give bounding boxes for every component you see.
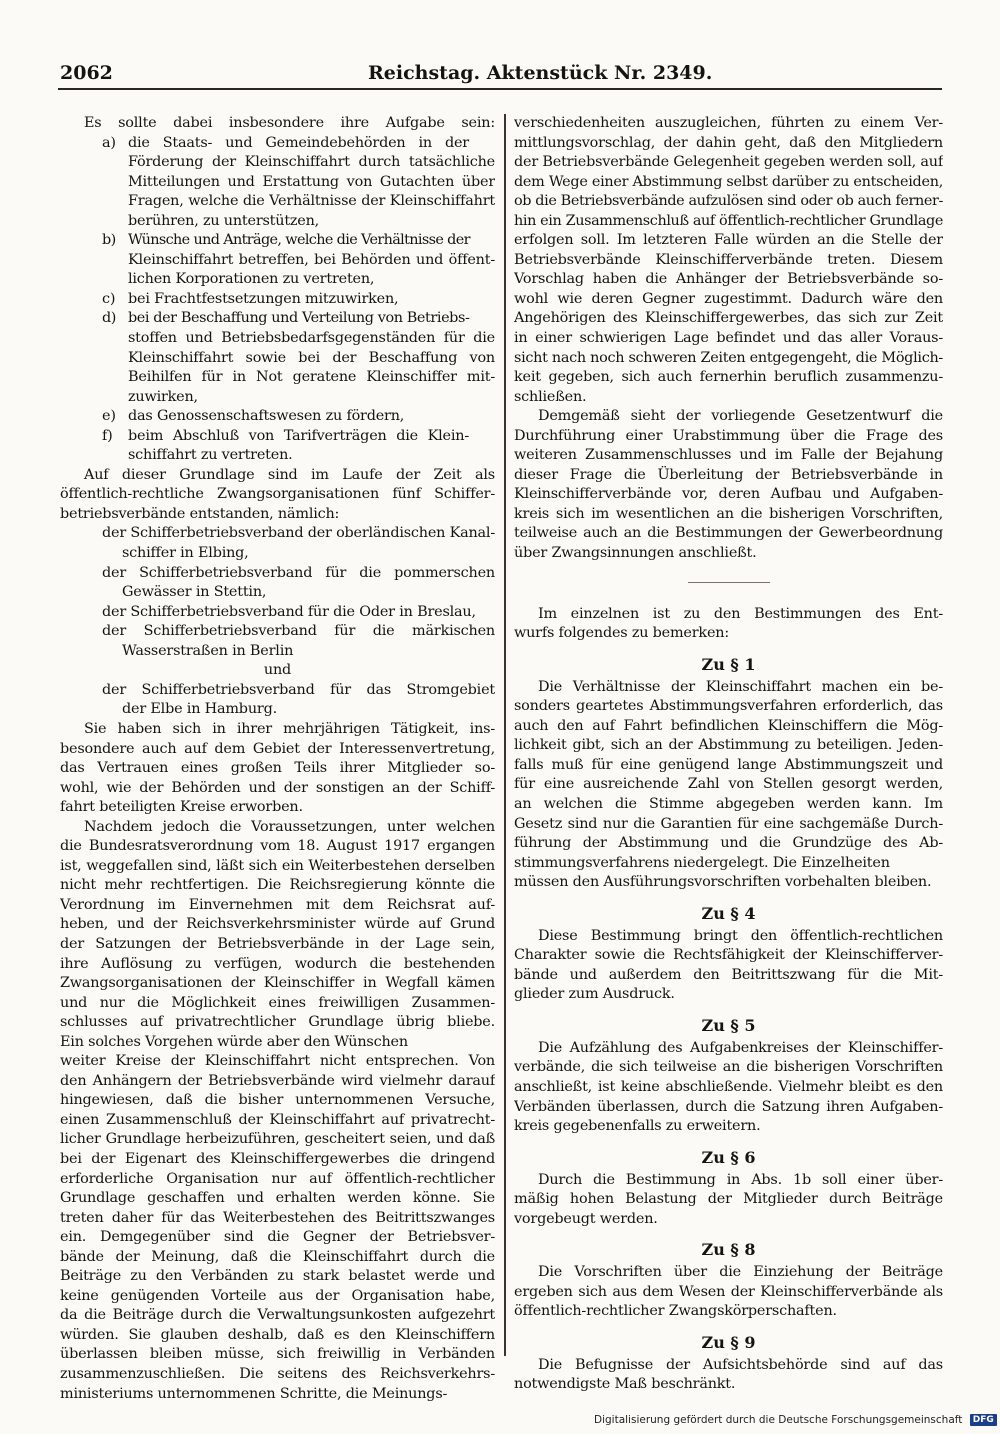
task-text-line xyxy=(60,368,495,388)
task-text: das Genossenschaftswesen zu fördern, xyxy=(128,408,405,425)
text-line: bände und außerdem den Beitrittszwang für die Mit- xyxy=(514,966,943,983)
task-text: stoffen und Betriebsbedarfsgegenständen für die xyxy=(128,330,495,347)
text-line: betriebsverbände entstanden, nämlich: xyxy=(60,505,340,522)
section-heading: Zu § 8 xyxy=(701,1240,756,1260)
text-line: das Vertrauen eines großen Teils ihrer Mitglieder so- xyxy=(60,760,495,777)
task-text: Förderung der Kleinschiffahrt durch tatsächliche xyxy=(128,154,495,171)
task-label: b) xyxy=(102,232,116,249)
text-line: die Bundesratsverordnung vom 18. August 1917 ergangen xyxy=(60,838,495,855)
task-text: bei Frachtfestsetzungen mitzuwirken, xyxy=(128,290,399,307)
task-text-line xyxy=(60,134,495,154)
text-line: bände der Meinung, daß die Kleinschiffahrt durch die xyxy=(60,1248,495,1265)
text-line: in einer schwierigen Lage befindet und das aller Voraus- xyxy=(514,330,943,347)
text-line: kreis gegebenenfalls zu erweitern. xyxy=(514,1118,761,1135)
text-line: ihre Auflösung zu verfügen, wodurch die bestehenden xyxy=(60,955,495,972)
section-gap xyxy=(514,644,943,652)
text-line: mäßig hohen Belastung der Mitglieder durch Beiträge xyxy=(514,1191,943,1208)
text-line: verbände, die sich teilweise an die bisherigen Vorschriften xyxy=(514,1059,943,1076)
text-line: Beiträge zu den Verbänden zu stark belastet werde und xyxy=(60,1268,495,1285)
task-text-line xyxy=(60,427,495,447)
section-separator xyxy=(688,582,770,583)
task-item xyxy=(60,134,495,232)
column-divider xyxy=(504,114,506,1356)
section-gap xyxy=(514,893,943,901)
section-body xyxy=(514,678,943,893)
text-line: schließen. xyxy=(514,388,587,405)
paragraph-activity xyxy=(60,720,495,818)
text-line: vorgebeugt werden. xyxy=(514,1210,658,1227)
right-column xyxy=(514,114,943,1395)
text-line: ministeriums unternommenen Schritte, die Meinungs- xyxy=(60,1385,448,1402)
section-gap xyxy=(514,1137,943,1145)
task-text-line xyxy=(60,173,495,193)
text-line: der Schifferbetriebsverband für die Oder in Breslau, xyxy=(102,603,476,620)
task-text-line xyxy=(60,153,495,173)
text-line: glieder zum Ausdruck. xyxy=(514,986,675,1003)
section-heading: Zu § 9 xyxy=(701,1332,756,1352)
text-line: Die Befugnisse der Aufsichtsbehörde sind auf das xyxy=(538,1356,943,1373)
text-line: dem Wege einer Abstimmung selbst darüber zu entscheiden, xyxy=(514,173,943,190)
text-line: müssen den Ausführungsvorschriften vorbehalten bleiben. xyxy=(514,874,932,891)
text-line: der Elbe in Hamburg. xyxy=(122,701,277,718)
task-text: Mitteilungen und Erstattung von Gutachten über xyxy=(128,173,495,190)
text-line: würden. Sie glauben deshalb, daß es den Kleinschiffern xyxy=(60,1326,495,1343)
text-line: Demgemäß sieht der vorliegende Gesetzentwurf die xyxy=(538,408,943,425)
text-line: ob die Betriebsverbände aufzulösen sind oder ob auch ferner- xyxy=(514,193,943,210)
task-text: schiffahrt zu vertreten. xyxy=(128,447,293,464)
text-line: Zwangsorganisationen der Kleinschiffer in Wegfall kämen xyxy=(60,975,495,992)
text-line: ergeben sich aus dem Wesen der Kleinschifferverbände als xyxy=(514,1283,943,1300)
text-line: einen Zusammenschluß der Kleinschiffahrt auf privatrecht- xyxy=(60,1111,495,1128)
text-line: der Schifferbetriebsverband für die märkischen xyxy=(102,623,495,640)
task-text: zuwirken, xyxy=(128,388,198,405)
text-line: Kleinschifferverbände vor, deren Aufbau und Aufgaben- xyxy=(514,486,943,503)
task-text-line xyxy=(60,270,495,290)
text-line: wohl, wie der Behörden und der sonstigen an der Schiff- xyxy=(60,779,495,796)
text-line: Im einzelnen ist zu den Bestimmungen des Ent- xyxy=(538,605,943,622)
text-line: schlusses auf privatrechtlicher Grundlage übrig bliebe. xyxy=(60,1014,495,1031)
task-text-line xyxy=(60,231,495,251)
text-line: schiffer in Elbing, xyxy=(122,545,249,562)
task-text: Wünsche und Anträge, welche die Verhältnisse der xyxy=(128,232,470,249)
section-gap xyxy=(514,1229,943,1237)
paragraph-main xyxy=(60,818,495,1404)
task-text-line xyxy=(60,446,495,466)
text-line: wurfs folgendes zu bemerken: xyxy=(514,625,729,642)
text-line: notwendigste Maß beschränkt. xyxy=(514,1376,736,1393)
text-line: führung der Abstimmung und die Grundzüge des Ab- xyxy=(514,835,943,852)
text-line: sicht nach noch schweren Zeiten entgegengeht, die Möglich- xyxy=(514,349,943,366)
text-line: Auf dieser Grundlage sind im Laufe der Zeit als xyxy=(84,466,495,483)
section-body xyxy=(514,1039,943,1137)
text-line: für eine ausreichende Zahl von Stellen gesorgt werden, xyxy=(514,776,943,793)
text-line: treten daher für das Weiterbestehen des Beitrittszwanges xyxy=(60,1209,495,1226)
task-text: berühren, zu unterstützen, xyxy=(128,212,320,229)
text-line: anschließt, ist keine abschließende. Vielmehr bleibt es den xyxy=(514,1078,943,1095)
text-line: Nachdem jedoch die Voraussetzungen, unter welchen xyxy=(84,818,495,835)
paragraph-continued xyxy=(514,114,943,407)
text-line: der Schifferbetriebsverband für das Stromgebiet xyxy=(102,681,495,698)
text-line: Sie haben sich in ihrer mehrjährigen Tätigkeit, ins- xyxy=(84,720,495,737)
header-rule xyxy=(58,88,942,90)
text-line: kreis sich im wesentlichen an die bisherigen Vorschriften, xyxy=(514,505,943,522)
task-label: e) xyxy=(102,408,116,425)
task-text-line xyxy=(60,251,495,271)
task-text-line xyxy=(60,407,495,427)
text-line: Die Aufzählung des Aufgabenkreises der Kleinschiffer- xyxy=(538,1039,943,1056)
task-item xyxy=(60,231,495,290)
task-text: die Staats- und Gemeindebehörden in der xyxy=(128,134,469,151)
text-line: lichkeit gibt, sich an der Abstimmung zu beteiligen. Jeden- xyxy=(514,737,943,754)
footer-credit: Digitalisierung gefördert durch die Deutsche Forschungsgemeinschaft xyxy=(594,1414,963,1426)
text-line: dieser Frage die Überleitung der Betriebsverbände in xyxy=(514,466,943,483)
paragraph-basis xyxy=(60,466,495,525)
text-line: Diese Bestimmung bringt den öffentlich-rechtlichen xyxy=(538,927,943,944)
text-line: fahrt beteiligten Kreise erworben. xyxy=(60,799,303,816)
organization-item xyxy=(60,681,495,720)
task-item xyxy=(60,407,495,427)
text-line: hingewiesen, daß die bisher unternommenen Versuche, xyxy=(60,1092,495,1109)
text-line: den Anhängern der Betriebsverbände wird vielmehr darauf xyxy=(60,1072,495,1089)
organization-item xyxy=(60,603,495,623)
task-text: Fragen, welche die Verhältnisse der Kleinschiffahrt xyxy=(128,193,495,210)
organization-item xyxy=(60,622,495,661)
task-text-line xyxy=(60,309,495,329)
task-text-line xyxy=(60,329,495,349)
task-text-line xyxy=(60,212,495,232)
page-title: Reichstag. Aktenstück Nr. 2349. xyxy=(368,62,713,84)
text-line: Wasserstraßen in Berlin xyxy=(122,642,294,659)
text-line: überlassen bleiben müsse, sich freiwillig in Verbänden xyxy=(60,1346,495,1363)
section-heading: Zu § 1 xyxy=(701,654,756,674)
text-line: der Satzungen der Betriebsverbände in der Lage sein, xyxy=(60,935,495,952)
task-text: Kleinschiffahrt sowie bei der Beschaffung von xyxy=(128,349,495,366)
text-line: Verbänden überlassen, durch die Satzung ihren Aufgaben- xyxy=(514,1098,943,1115)
text-line: sonders geartetes Abstimmungsverfahren erforderlich, das xyxy=(514,698,943,715)
text-line: Die Verhältnisse der Kleinschiffahrt machen ein be- xyxy=(538,678,943,695)
organization-item xyxy=(60,524,495,563)
text-line: Durchführung einer Urabstimmung über die Frage des xyxy=(514,427,943,444)
conjunction: und xyxy=(263,662,292,679)
text-line: heben, und der Reichsverkehrsminister würde auf Grund xyxy=(60,916,495,933)
text-line: hin ein Zusammenschluß auf öffentlich-rechtlicher Grundlage xyxy=(514,212,943,229)
text-line: auch den auf Fahrt befindlichen Kleinschiffern die Mög- xyxy=(514,717,943,734)
text-line: verschiedenheiten auszugleichen, führten zu einem Ver- xyxy=(514,115,943,131)
paragraph-intro-details xyxy=(514,605,943,644)
text-line: Ein solches Vorgehen würde aber den Wünschen xyxy=(60,1033,408,1050)
task-text: lichen Korporationen zu vertreten, xyxy=(128,271,375,288)
text-line: Gewässer in Stettin, xyxy=(122,584,267,601)
task-text-line xyxy=(60,349,495,369)
task-item xyxy=(60,427,495,466)
text-line: Grundlage geschaffen und erhalten werden könne. Sie xyxy=(60,1190,495,1207)
task-label: c) xyxy=(102,290,116,307)
text-line: Verordnung im Einvernehmen mit dem Reichsrat auf- xyxy=(60,896,495,913)
task-text-line xyxy=(60,290,495,310)
left-column xyxy=(60,114,495,1404)
text-line: da die Beiträge durch die Verwaltungsunkosten aufgezehrt xyxy=(60,1307,495,1324)
task-label: d) xyxy=(102,310,117,327)
section-body xyxy=(514,1171,943,1230)
intro-line: Es sollte dabei insbesondere ihre Aufgabe sein: xyxy=(84,115,495,131)
section-heading: Zu § 4 xyxy=(701,903,756,923)
section-body xyxy=(514,927,943,1005)
text-line: keit gegeben, sich auch fernerhin beruflich zusammenzu- xyxy=(514,369,943,386)
task-item xyxy=(60,290,495,310)
text-line: weiteren Zusammenschlusses und im Falle der Bejahung xyxy=(514,447,943,464)
text-line: über Zwangsinnungen anschließt. xyxy=(514,545,757,562)
text-line: weiter Kreise der Kleinschiffahrt nicht entsprechen. Von xyxy=(60,1053,495,1070)
text-line: Angehörigen des Kleinschiffergewerbes, das sich zur Zeit xyxy=(514,310,943,327)
text-line: nicht mehr rechtfertigen. Die Reichsregierung könnte die xyxy=(60,877,495,894)
task-text: Kleinschiffahrt betreffen, bei Behörden und öffent- xyxy=(128,251,495,268)
text-line: erfolgen soll. Im letzteren Falle würden an die Stelle der xyxy=(514,232,943,249)
task-text: bei der Beschaffung und Verteilung von Betriebs- xyxy=(128,310,470,327)
text-line: Charakter sowie die Rechtsfähigkeit der Kleinschifferver- xyxy=(514,947,943,964)
text-line: und nur die Möglichkeit eines freiwilligen Zusammen- xyxy=(60,994,495,1011)
task-text: Beihilfen für in Not geratene Kleinschiffer mit- xyxy=(128,369,495,386)
text-line: falls muß für eine genügend lange Abstimmungszeit und xyxy=(514,756,943,773)
text-line: Vorschlag haben die Anhänger der Betriebsverbände so- xyxy=(514,271,943,288)
task-text-line xyxy=(60,192,495,212)
text-line: bei der Eigenart des Kleinschiffergewerbes die dringend xyxy=(60,1150,495,1167)
task-item xyxy=(60,309,495,407)
section-heading: Zu § 6 xyxy=(701,1147,756,1167)
text-line: Die Vorschriften über die Einziehung der Beiträge xyxy=(538,1264,943,1281)
section-gap xyxy=(514,1005,943,1013)
text-line: Betriebsverbände Kleinschifferverbände treten. Diesem xyxy=(514,251,943,268)
footer xyxy=(594,1414,997,1426)
section-body xyxy=(514,1356,943,1395)
dfg-logo: DFG xyxy=(970,1414,997,1426)
text-line: ein. Demgegenüber sind die Gegner der Betriebsver- xyxy=(60,1229,495,1246)
text-line: licher Grundlage herbeizuführen, gescheitert seien, und daß xyxy=(60,1131,495,1148)
text-line: an welchen die Stimme abgegeben werden kann. Im xyxy=(514,795,943,812)
section-heading: Zu § 5 xyxy=(701,1015,756,1035)
text-line: keine genügenden Vorteile aus der Organisation habe, xyxy=(60,1287,495,1304)
text-line: der Betriebsverbände Gelegenheit gegeben werden soll, auf xyxy=(514,154,943,171)
text-line: Durch die Bestimmung in Abs. 1b soll einer über- xyxy=(538,1171,943,1188)
text-line: mittlungsvorschlag, der dahin geht, daß den Mitgliedern xyxy=(514,134,943,151)
text-line: öffentlich-rechtlicher Zwangskörperschaften. xyxy=(514,1303,837,1320)
text-line: stimmungsverfahrens niedergelegt. Die Einzelheiten xyxy=(514,854,890,871)
section-gap xyxy=(514,1322,943,1330)
organization-item xyxy=(60,564,495,603)
task-label: f) xyxy=(102,427,113,444)
text-line: zusammenzuschließen. Die seitens des Reichsverkehrs- xyxy=(60,1366,495,1382)
task-text-line xyxy=(60,388,495,408)
text-line: teilweise auch an die Bestimmungen der Gewerbeordnung xyxy=(514,525,943,542)
task-text: beim Abschluß von Tarifverträgen die Klein- xyxy=(128,427,469,444)
task-label: a) xyxy=(102,134,116,151)
paragraph-draft xyxy=(514,407,943,563)
text-line: erforderliche Organisation nur auf öffentlich-rechtlicher xyxy=(60,1170,495,1187)
section-body xyxy=(514,1263,943,1322)
text-line: der Schifferbetriebsverband für die pommerschen xyxy=(102,564,495,581)
text-line: öffentlich-rechtliche Zwangsorganisationen fünf Schiffer- xyxy=(60,486,495,503)
text-line: ist, weggefallen sind, läßt sich ein Weiterbestehen derselben xyxy=(60,857,495,874)
text-line: besondere auch auf dem Gebiet der Interessenvertretung, xyxy=(60,740,495,757)
text-line: der Schifferbetriebsverband der oberländischen Kanal- xyxy=(102,525,495,542)
text-line: Gesetz sind nur die Garantien für eine sachgemäße Durch- xyxy=(514,815,943,832)
text-line: wohl wie deren Gegner zugestimmt. Dadurch wäre den xyxy=(514,290,943,307)
page-number: 2062 xyxy=(60,62,113,84)
